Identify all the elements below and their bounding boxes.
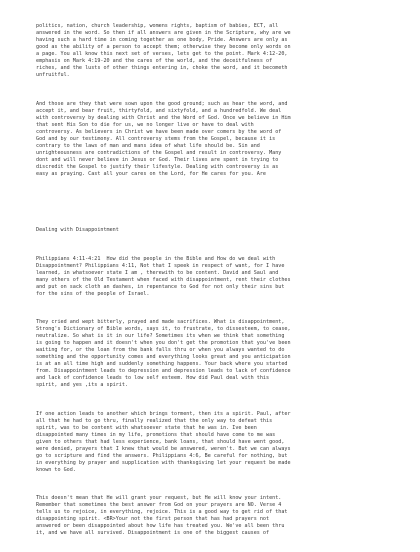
document-page [36,9,386,552]
paragraph-one-action: If one action leads to another which brings torment, then its a spirit. Paul, after all that he had to go thru, finally realized that the only way to defeat this spirit, was to be content with whatsoever state that he was in. Ive been disappointed many times in my life, promotions that should have come to me was given to others that had less experience, bank loans, that should have went good, were denied, prayers that I knew that would be answered, weren't. But we can always go to scripture and find the answers. Philippians 4:6, Be careful for nothing, but in everything by prayer and supplication with thanksgiving let your request be made known to God. [36,410,291,473]
paragraph-politics: politics, nation, church leadership, womens rights, baptism of babies, ECT, all answered in the word. So then if all answers are given in the Scripture, why are we having such a hard time in coming together as one body, Pride. Answers are only as good as the ability of a person to accept them; otherwise they become only words on a page. You all know this next set of verses, lets get to the point. Mark 4:12-20, emphasis on Mark 4:19-20 and the cares of the world, and the deceitfulness of riches, and the lusts of other things entering in, choke the word, and it becometh unfruitful. [36,23,291,79]
paragraph-good-ground: And those are they that were sown upon the good ground; such as hear the word, and accept it, and bear fruit, thirtyfold, and sixtyfold, and a hundredfold. We deal with controversy by dealing with Christ and the Word of God. Once we believe in Him that sent His Son to die for us, we no longer live or have to deal with controversy. As believers in Christ we have been made over comers by the word of God and by our testimony. All controversy stems from the Gospel, because it is contrary to the laws of man and mans idea of what life should be. Sin and unrighteousness are contradictions of the Gospel and result in controversy. Many dont and will never believe in Jesus or God. Their lives are spent in trying to discredit the Gospel to justify their lifestyle. Dealing with controversy is as easy as praying. Cast all your cares on the Lord, for He cares for you. Are [36,100,291,178]
paragraph-request: This doesn't mean that He will grant your request, but He will know your intent. Remember that sometimes the best answer from God on your prayers are NO. Verse 4 tells us to rejoice, in everything, rejoice. This is a good way to get rid of that disappointing spirit. <BR>Your not the first person that has had prayers not answered or been disappointed about how life has treated you. We've all been thru it, and we have all survived. Disappointment is one of the biggest causes of [36,495,288,537]
paragraph-they-cried: They cried and wept bitterly, prayed and made sacrifices. What is disappointment, Strong's Dictionary of Bible words, says it, to frustrate, to dissesteem, to cease, neutralize. So what is it in our life? Sometimes its when we think that something is going to happen and it doesn't when you don't get the promotion that you've been waiting for, or the loan from the bank falls thru or when you always wanted to do something and the opportunity comes and everything looks great and you anticipation is at an all time high and suddenly something happens. Your back where you started from. Disappointment leads to depression and depression leads to lack of confidence and lack of confidence leads to low self esteem. How did Paul deal with this spirit, and yes ,its a spirit. [36,318,291,389]
section-heading: Dealing with Disappointment [36,227,119,234]
section-gap [36,199,386,213]
paragraph-philippians: Philippians 4:11-4:21 How did the people in the Bible and How do we deal with Disappointment? Philippians 4:11, Not that I speek in respect of want, for I have learned, in whatsoever state I am , therewith to be content. David and Saul and many others of the Old Testament when faced with disappointment, rent their clothes and put on sack cloth an dashes, in repentance to God for not only their sins but for the sins of the people of Israel. [36,255,291,297]
